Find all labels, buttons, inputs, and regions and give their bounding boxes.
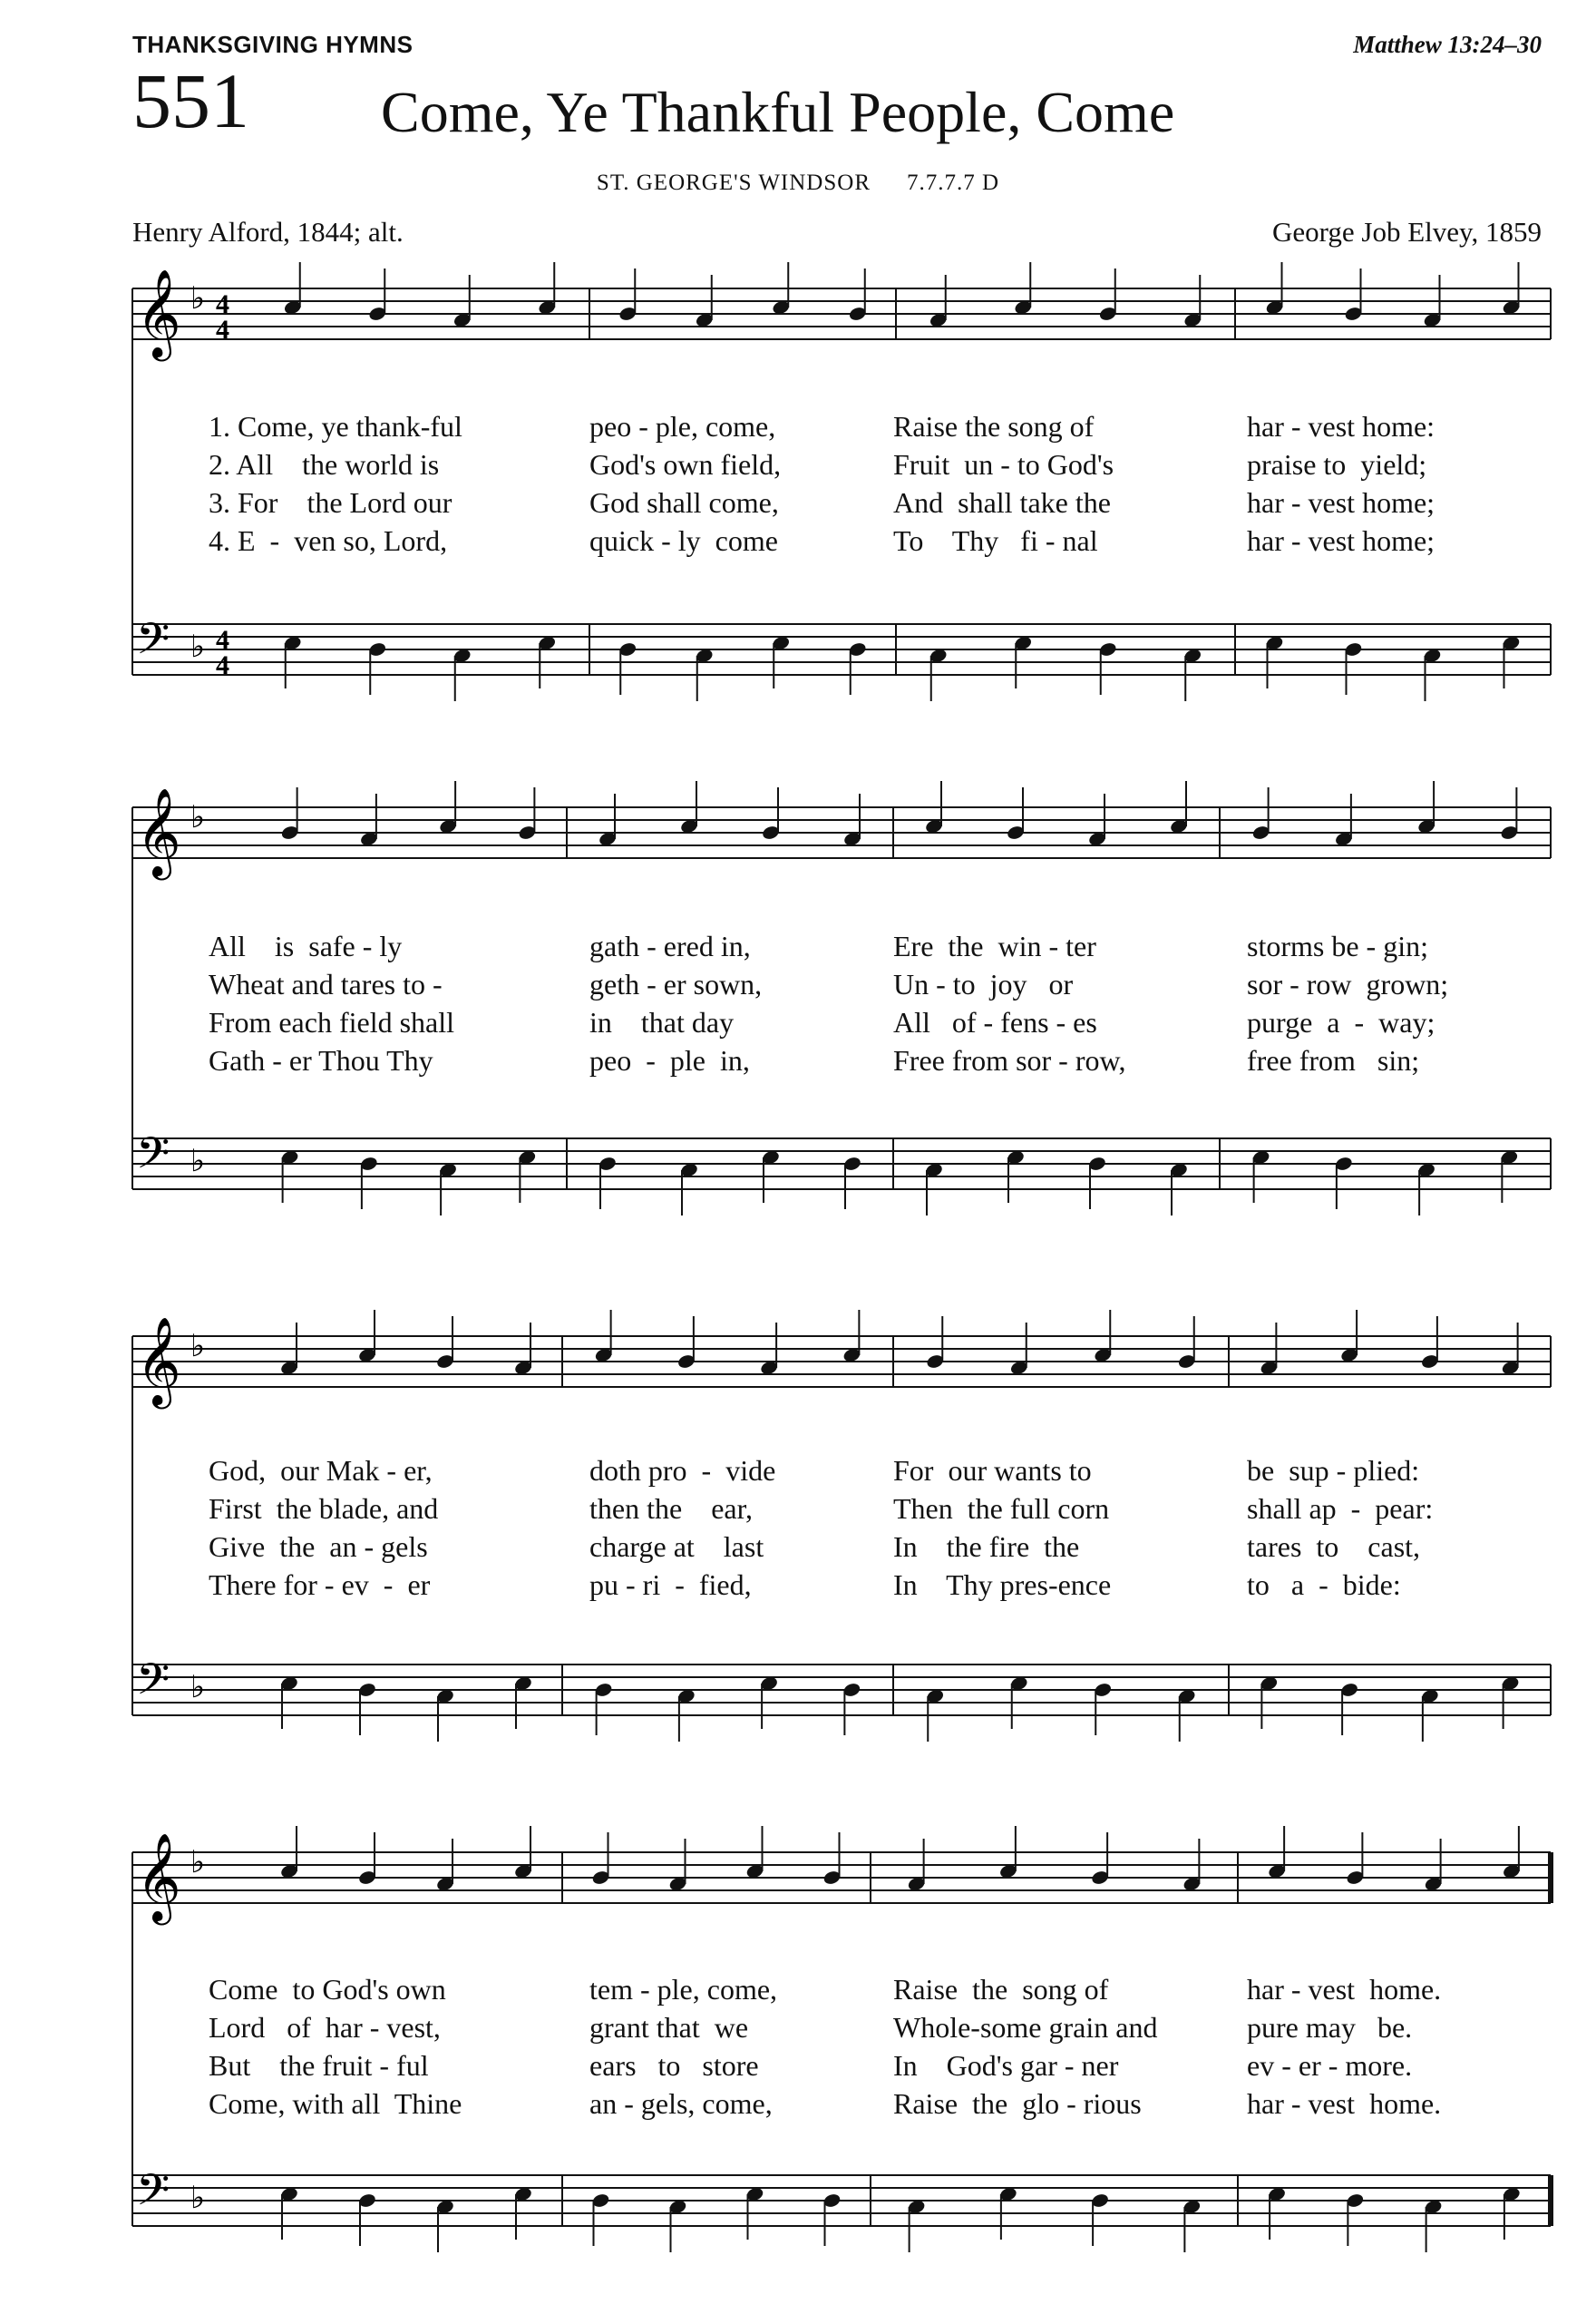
time-signature: 4 <box>216 315 229 345</box>
bass-clef: 𝄢 <box>136 1654 170 1715</box>
lyric-segment: har - vest home; <box>1247 486 1435 519</box>
lyric-segment: then the ear, <box>589 1492 753 1525</box>
lyric-segment: Lord of har - vest, <box>209 2011 441 2044</box>
lyric-segment: sor - row grown; <box>1247 968 1449 1001</box>
lyric-segment: God's own field, <box>589 448 782 481</box>
tune-meter: 7.7.7.7 D <box>907 171 1000 195</box>
lyric-segment: be sup - plied: <box>1247 1454 1420 1487</box>
lyric-segment: Un - to joy or <box>893 968 1074 1001</box>
flat-key-signature: ♭ <box>190 1143 206 1179</box>
time-signature: 4 <box>216 650 229 680</box>
bass-clef: 𝄢 <box>136 2164 170 2226</box>
lyric-segment: Come to God's own <box>209 1973 446 2006</box>
lyric-segment: Raise the song of <box>893 410 1095 443</box>
lyric-segment: pu - ri - fied, <box>589 1568 752 1601</box>
treble-clef: 𝄞 <box>136 1316 181 1405</box>
flat-key-signature: ♭ <box>190 2180 206 2216</box>
lyric-segment: 2. All the world is <box>209 448 440 481</box>
scripture-reference: Matthew 13:24–30 <box>1353 31 1542 58</box>
lyric-segment: grant that we <box>589 2011 749 2044</box>
tune-name: ST. GEORGE'S WINDSOR <box>596 171 871 195</box>
flat-key-signature: ♭ <box>190 1669 206 1705</box>
lyric-segment: From each field shall <box>209 1006 455 1039</box>
lyric-segment: ev - er - more. <box>1247 2049 1413 2082</box>
lyric-segment: But the fruit - ful <box>209 2049 429 2082</box>
lyric-segment: Come, with all Thine <box>209 2087 462 2120</box>
lyric-segment: In God's gar - ner <box>893 2049 1119 2082</box>
lyric-segment: purge a - way; <box>1247 1006 1435 1039</box>
lyric-segment: an - gels, come, <box>589 2087 773 2120</box>
lyric-segment: God shall come, <box>589 486 779 519</box>
lyric-segment: tares to cast, <box>1247 1530 1421 1563</box>
time-signature: 4 <box>216 625 229 655</box>
lyric-segment: In Thy pres-ence <box>893 1568 1112 1601</box>
lyric-segment: charge at last <box>589 1530 764 1563</box>
lyric-segment: to a - bide: <box>1247 1568 1401 1601</box>
lyric-segment: har - vest home: <box>1247 410 1435 443</box>
text-author: Henry Alford, 1844; alt. <box>132 216 404 248</box>
lyric-segment: geth - er sown, <box>589 968 763 1001</box>
lyric-segment: Whole-some grain and <box>893 2011 1158 2044</box>
lyric-segment: har - vest home; <box>1247 524 1435 557</box>
lyric-segment: har - vest home. <box>1247 1973 1442 2006</box>
lyric-segment: For our wants to <box>893 1454 1092 1487</box>
lyric-segment: All of - fens - es <box>893 1006 1097 1039</box>
lyric-segment: Gath - er Thou Thy <box>209 1044 433 1077</box>
flat-key-signature: ♭ <box>190 799 206 835</box>
lyric-segment: All is safe - ly <box>209 930 403 962</box>
lyric-segment: 1. Come, ye thank-ful <box>209 410 462 443</box>
lyric-segment: Wheat and tares to - <box>209 968 443 1001</box>
lyric-segment: doth pro - vide <box>589 1454 776 1487</box>
lyric-segment: peo - ple in, <box>589 1044 750 1077</box>
lyric-segment: 4. E - ven so, Lord, <box>209 524 448 557</box>
lyric-segment: Raise the song of <box>893 1973 1109 2006</box>
flat-key-signature: ♭ <box>190 1844 206 1880</box>
lyric-segment: Give the an - gels <box>209 1530 428 1563</box>
lyric-segment: gath - ered in, <box>589 930 751 962</box>
lyric-segment: 3. For the Lord our <box>209 486 453 519</box>
lyric-segment: har - vest home. <box>1247 2087 1442 2120</box>
lyric-segment: In the fire the <box>893 1530 1080 1563</box>
lyric-segment: free from sin; <box>1247 1044 1420 1077</box>
flat-key-signature: ♭ <box>190 629 206 665</box>
flat-key-signature: ♭ <box>190 1328 206 1364</box>
lyric-segment: First the blade, and <box>209 1492 439 1525</box>
bass-clef: 𝄢 <box>136 613 170 675</box>
lyric-segment: shall ap - pear: <box>1247 1492 1434 1525</box>
lyric-segment: Raise the glo - rious <box>893 2087 1142 2120</box>
running-head: THANKSGIVING HYMNS <box>132 31 414 58</box>
lyric-segment: storms be - gin; <box>1247 930 1428 962</box>
treble-clef: 𝄞 <box>136 268 181 357</box>
lyric-segment: in that day <box>589 1006 735 1039</box>
music-composer: George Job Elvey, 1859 <box>1271 216 1542 248</box>
treble-clef: 𝄞 <box>136 787 181 876</box>
treble-clef: 𝄞 <box>136 1832 181 1921</box>
lyric-segment: peo - ple, come, <box>589 410 776 443</box>
hymn-title: Come, Ye Thankful People, Come <box>381 80 1175 144</box>
lyric-segment: tem - ple, come, <box>589 1973 778 2006</box>
lyric-segment: And shall take the <box>893 486 1111 519</box>
lyric-segment: Then the full corn <box>893 1492 1110 1525</box>
bass-clef: 𝄢 <box>136 1128 170 1189</box>
lyric-segment: There for - ev - er <box>209 1568 431 1601</box>
lyric-segment: quick - ly come <box>589 524 778 557</box>
lyric-segment: To Thy fi - nal <box>893 524 1098 557</box>
flat-key-signature: ♭ <box>190 280 206 317</box>
time-signature: 4 <box>216 289 229 319</box>
hymn-number: 551 <box>132 57 249 144</box>
lyric-segment: pure may be. <box>1247 2011 1413 2044</box>
lyric-segment: ears to store <box>589 2049 759 2082</box>
lyric-segment: Ere the win - ter <box>893 930 1096 962</box>
lyric-segment: Fruit un - to God's <box>893 448 1114 481</box>
lyric-segment: praise to yield; <box>1247 448 1427 481</box>
lyric-segment: God, our Mak - er, <box>209 1454 433 1487</box>
lyric-segment: Free from sor - row, <box>893 1044 1126 1077</box>
